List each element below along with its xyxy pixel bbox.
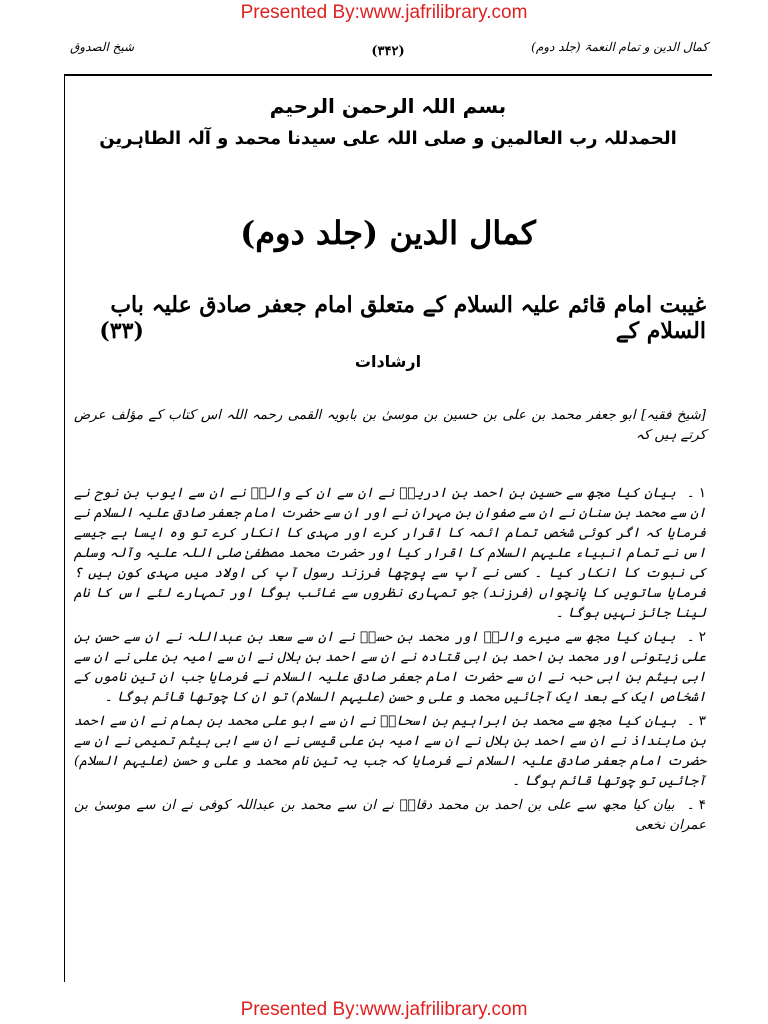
- hadith-number: ۳ ۔: [686, 714, 706, 729]
- hadith-text: بیان کیا مجھ سے محمد بن ابراہیم بن اسحاقؒ نے ان سے ابو علی محمد بن ہمام نے ان سے احمد بن مابنداذ نے ان سے احمد بن ہلال نے ان سے امیہ بن علی قیسی نے ان سے ابی ہیثم تمیمی نے ان سے حضرت امام جعفر صادق علیہ السلام نے فرمایا کہ جب یہ تین نام محمد و علی و حسن (علیہم السلام) آجائیں تو چوتھا قائم ہوگا ۔: [74, 714, 706, 789]
- chapter-heading: [70, 292, 706, 344]
- page-number: (۳۴۲): [371, 44, 405, 59]
- hadith-number: ۲ ۔: [686, 630, 706, 645]
- hadith-paragraph: [74, 796, 706, 836]
- chapter-label: باب (۳۳): [99, 292, 144, 344]
- margin-rule: [64, 74, 65, 982]
- hadith-text: بیان کیا مجھ سے علی بن احمد بن محمد دقاقؒ نے ان سے محمد بن عبداللہ کوفی نے ان سے موسیٰ بن عمران نخعی: [74, 798, 706, 833]
- header-author: شیخ الصدوق: [70, 40, 135, 54]
- hamd-line: الحمدللہ رب العالمین و صلی اللہ علی سیدنا محمد و آلہ الطاہرین: [99, 128, 677, 149]
- hadith-text: بیان کیا مجھ سے حسین بن احمد بن ادریسؒ نے ان سے ان کے والدؒ نے ان سے ایوب بن نوح نے ان سے محمد بن سنان نے ان سے صفوان بن مہران نے اور ان سے حضرت امام جعفر صادق علیہ السلام نے فرمایا کہ اگر کوئی شخص تمام ائمہ کا اقرار کرے اور مہدی کا انکار کرے تو وہ ایسا ہے جیسے اس نے تمام انبیاء علیہم السلام کا اقرار کیا اور حضرت محمد مصطفیٰ صلی اللہ علیہ وآلہ وسلم کی نبوت کا انکار کیا ۔ کسی نے آپ سے پوچھا فرزند رسول آپ کی اولاد میں مہدی کون ہیں ؟ فرمایا ساتویں کا پانچواں (فرزند) جو تمہاری نظروں سے غائب ہوگا اور تمہارے لئے اس کا نام لینا جائز نہیں ہوگا ۔: [74, 486, 706, 621]
- watermark-top: Presented By:www.jafrilibrary.com: [240, 2, 528, 23]
- hadith-paragraph: [74, 628, 706, 708]
- chapter-subtitle: ارشادات: [354, 352, 422, 371]
- intro-paragraph: [شیخ فقیہ] ابو جعفر محمد بن علی بن حسین بن موسیٰ بن بابویہ القمی رحمہ اللہ اس کتاب کے مؤلف عرض کرتے ہیں کہ: [74, 408, 706, 443]
- watermark-bottom: Presented By:www.jafrilibrary.com: [240, 999, 528, 1020]
- bismillah: بسم اللہ الرحمن الرحیم: [269, 94, 507, 118]
- hadith-paragraph: [74, 484, 706, 624]
- book-title: کمال الدین (جلد دوم): [240, 214, 536, 252]
- hadith-number: ۴ ۔: [686, 798, 706, 813]
- chapter-title: غیبت امام قائم علیہ السلام کے متعلق امام جعفر صادق علیہ السلام کے: [151, 292, 706, 344]
- hadith-list: [74, 484, 706, 840]
- header-book-title: کمال الدین و تمام النعمۃ (جلد دوم): [531, 40, 708, 54]
- hadith-number: ۱ ۔: [686, 486, 706, 501]
- running-header: [64, 40, 712, 76]
- hadith-paragraph: [74, 712, 706, 792]
- hadith-text: بیان کیا مجھ سے میرے والدؒ اور محمد بن حسنؒ نے ان سے سعد بن عبداللہ نے ان سے حسن بن علی زیتونی اور محمد بن احمد بن ابی قتادہ نے ان سے احمد بن ہلال نے ان سے امیہ بن علی نے ان سے ابی ہیثم بن ابی حبہ نے ان سے حضرت امام جعفر صادق علیہ السلام نے فرمایا جب ان تین ناموں کے اشخاص ایک کے بعد ایک آجائیں محمد و علی و حسن (علیہم السلام) تو ان کا چوتھا قائم ہوگا ۔: [74, 630, 706, 705]
